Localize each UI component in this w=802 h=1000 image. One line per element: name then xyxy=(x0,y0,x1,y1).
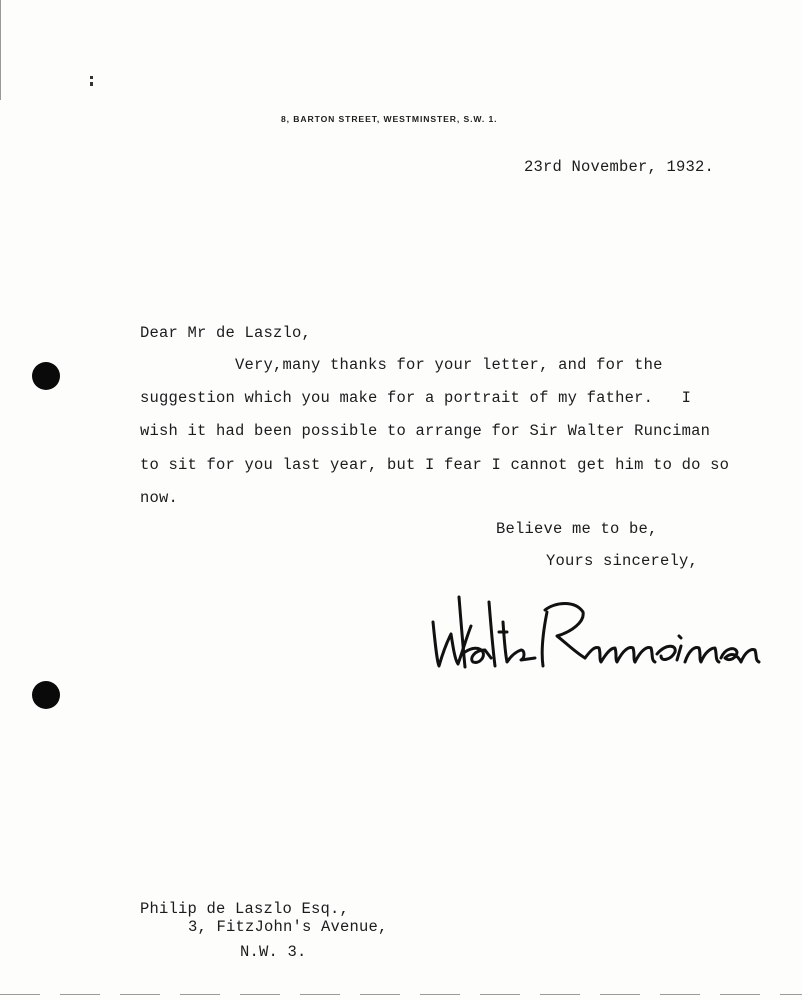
body-line: Very,many thanks for your letter, and for the xyxy=(140,356,663,374)
bottom-edge-rule xyxy=(0,994,802,995)
handwritten-signature xyxy=(425,592,765,682)
addressee-name: Philip de Laszlo Esq., xyxy=(140,900,350,918)
body-line: now. xyxy=(140,489,179,507)
punch-hole xyxy=(32,681,60,709)
ink-speck xyxy=(90,82,93,86)
punch-hole xyxy=(32,362,60,390)
body-line: suggestion which you make for a portrait of my father. I xyxy=(140,389,692,407)
body-line: to sit for you last year, but I fear I cannot get him to do so xyxy=(140,456,730,474)
addressee-district: N.W. 3. xyxy=(240,943,307,961)
page-edge-line xyxy=(0,0,1,100)
salutation: Dear Mr de Laszlo, xyxy=(140,324,312,342)
ink-speck xyxy=(90,76,93,79)
closing-phrase: Believe me to be, xyxy=(496,520,658,538)
letter-date: 23rd November, 1932. xyxy=(524,158,715,176)
letterhead-address: 8, BARTON STREET, WESTMINSTER, S.W. 1. xyxy=(281,114,498,124)
closing-valediction: Yours sincerely, xyxy=(546,552,699,570)
body-line: wish it had been possible to arrange for Sir Walter Runciman xyxy=(140,422,711,440)
addressee-street: 3, FitzJohn's Avenue, xyxy=(188,918,388,936)
